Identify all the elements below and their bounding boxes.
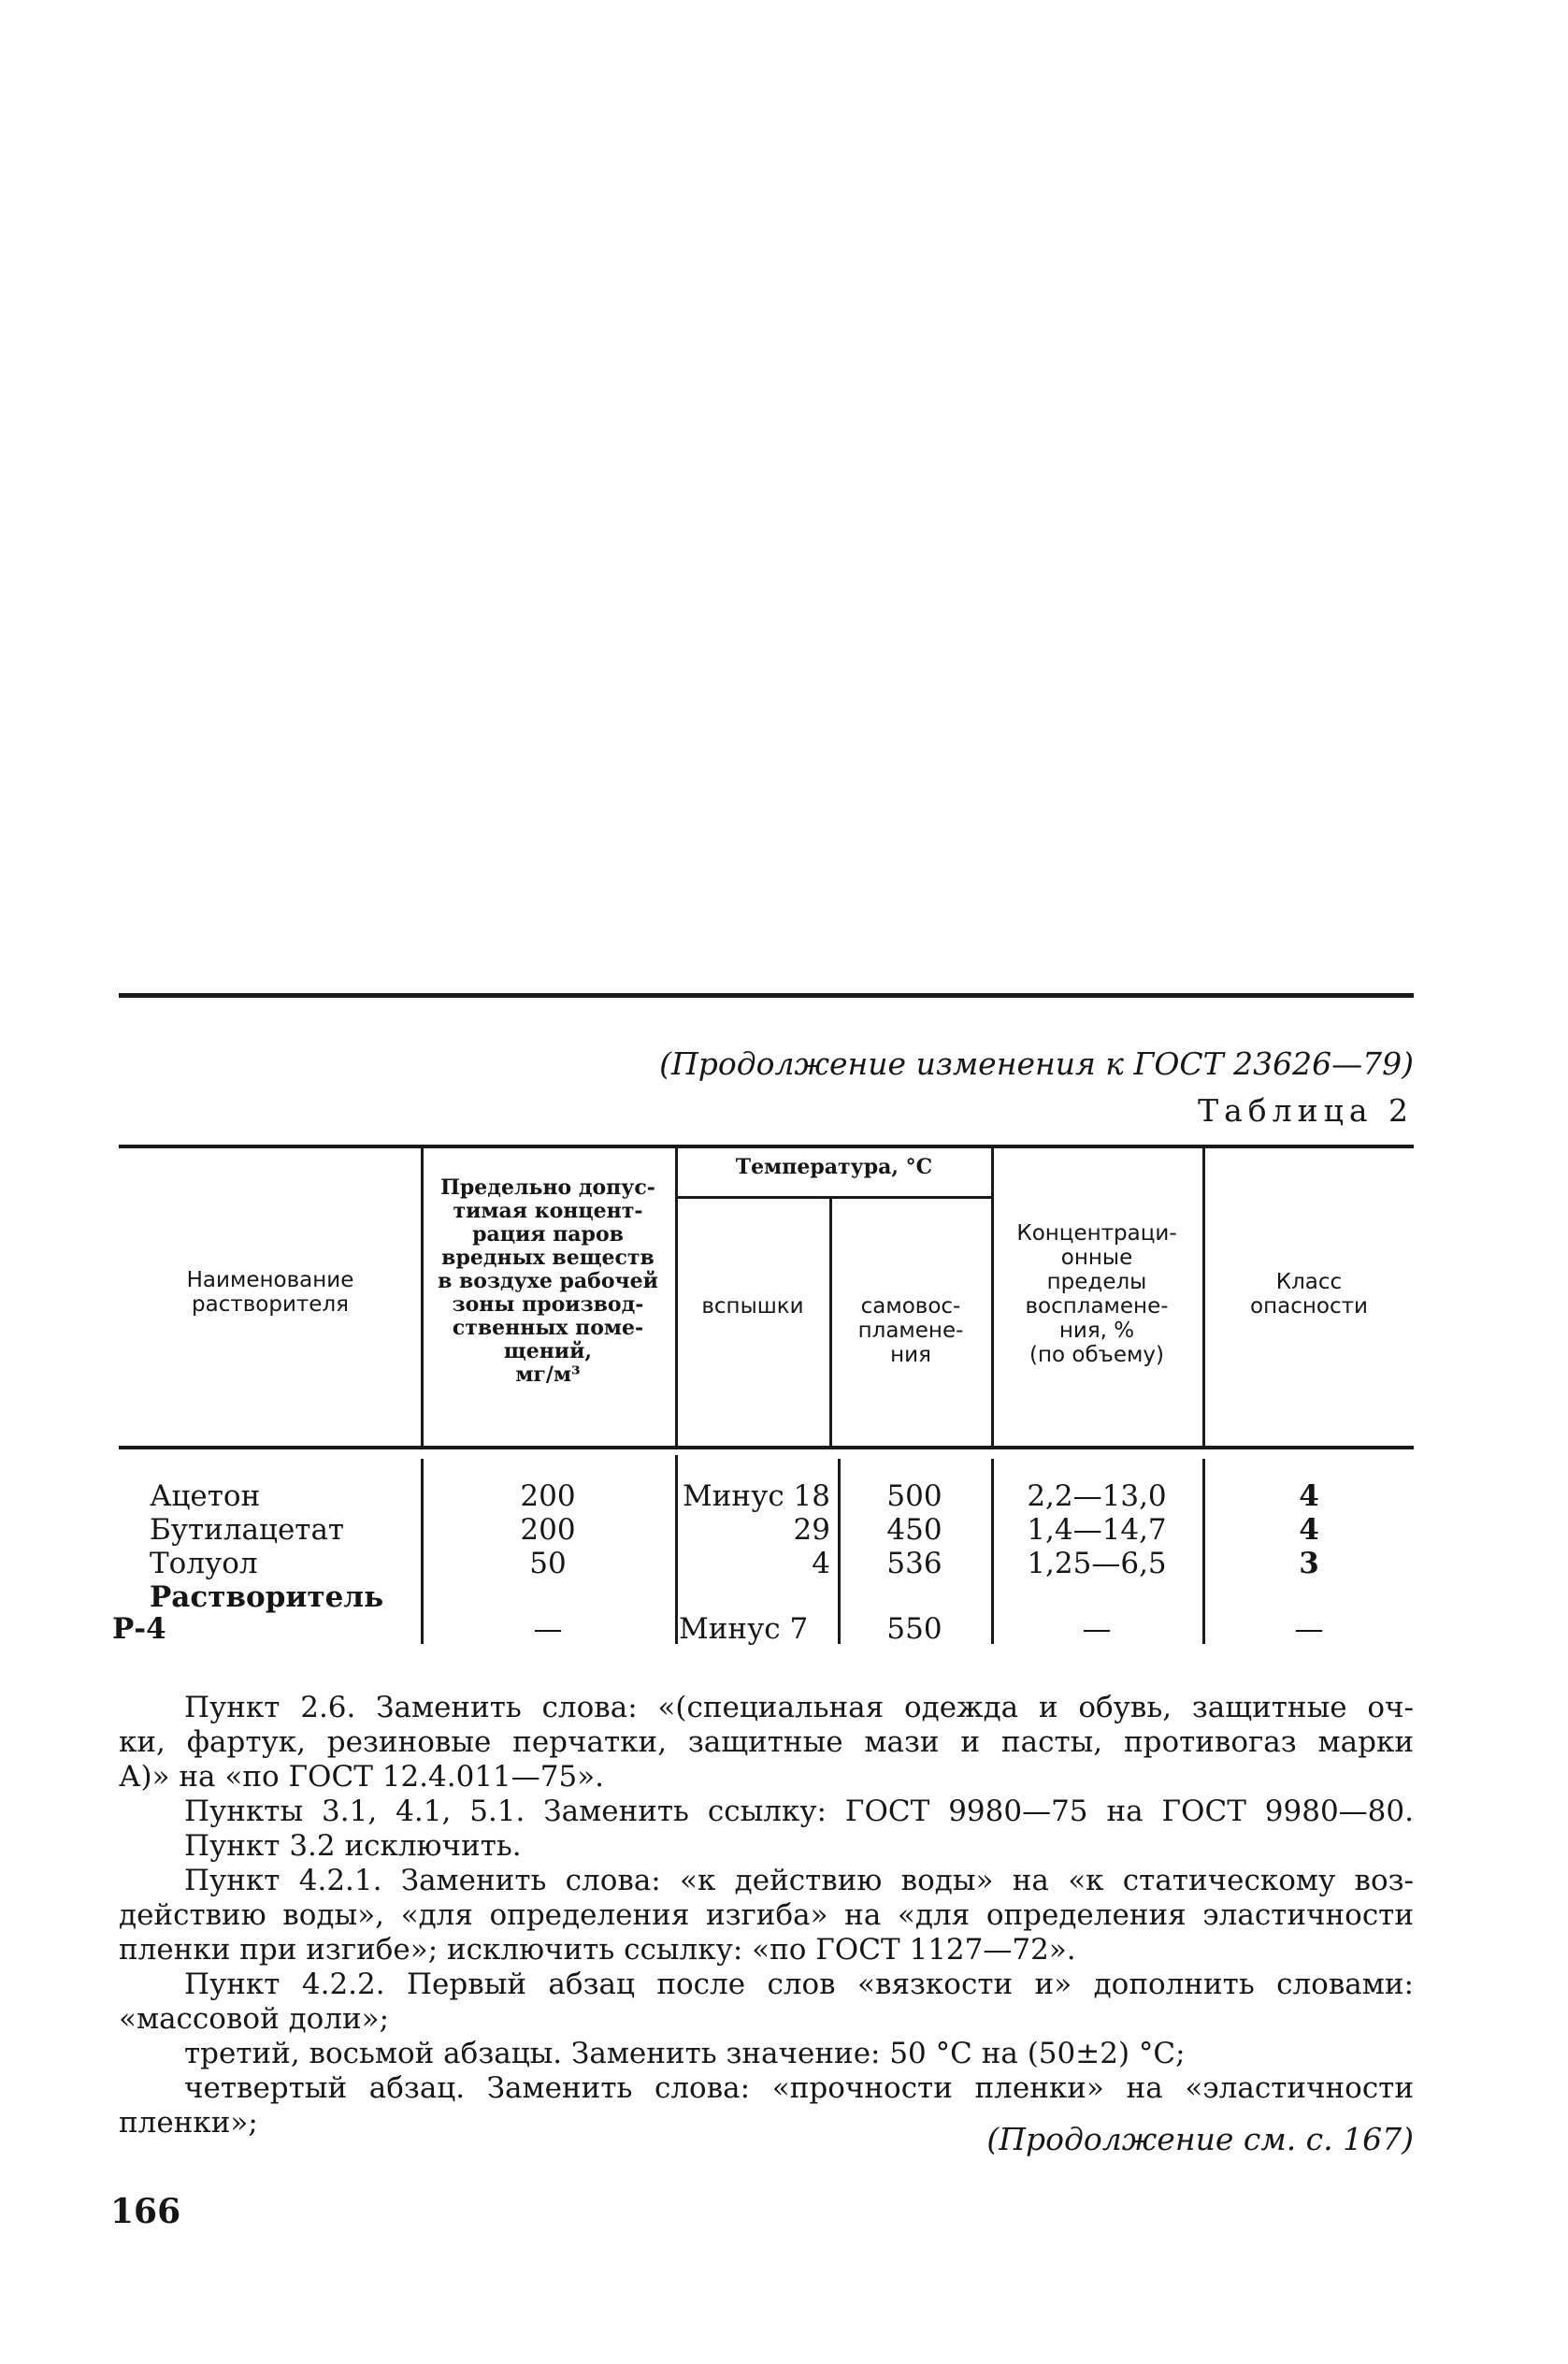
header-mac: Предельно допус- тимая концент- рация паров вредных веществ в воздухе рабочей зоны производ- ственных поме- щений, мг/м³ xyxy=(438,1175,658,1387)
text-line: Пункт 3.2 исключить. xyxy=(184,1829,522,1863)
top-rule xyxy=(119,993,1414,998)
table-header-rule xyxy=(119,1446,1414,1449)
col-divider-2-body xyxy=(675,1455,678,1644)
cell-flash: 29 xyxy=(793,1513,830,1547)
header-temperature: Температура, °С xyxy=(735,1155,933,1179)
header-hazard: Класс опасности xyxy=(1250,1270,1368,1319)
cell-hazard: 4 xyxy=(1299,1513,1319,1547)
cell-autoignition: 500 xyxy=(886,1479,942,1513)
text-line: Пункты 3.1, 4.1, 5.1. Заменить ссылку: ГОСТ 9980—75 на ГОСТ 9980—80. xyxy=(184,1795,1414,1828)
cell-limits: 2,2—13,0 xyxy=(1027,1479,1167,1513)
text-line: Пункт 4.2.1. Заменить слова: «к действию воды» на «к статическому воз- xyxy=(184,1864,1414,1897)
header-name: Наименование растворителя xyxy=(186,1268,354,1317)
cell-flash: Минус 7 xyxy=(679,1612,809,1646)
cell-limits: 1,4—14,7 xyxy=(1027,1513,1167,1547)
text-line: «массовой доли»; xyxy=(119,2002,390,2036)
text-line: Пункт 2.6. Заменить слова: «(специальная одежда и обувь, защитные оч- xyxy=(184,1691,1414,1724)
cell-hazard: — xyxy=(1294,1612,1324,1646)
header-flash: вспышки xyxy=(701,1294,804,1319)
amendment-text xyxy=(119,1691,1414,2141)
cell-name: Растворитель xyxy=(150,1580,384,1614)
continuation-footer: (Продолжение см. с. 167) xyxy=(986,2121,1414,2157)
cell-name-2: Р-4 xyxy=(112,1612,166,1646)
text-line: пленки»; xyxy=(119,2106,258,2140)
cell-limits: 1,25—6,5 xyxy=(1027,1547,1167,1580)
cell-flash: Минус 18 xyxy=(683,1479,830,1513)
text-line: действию воды», «для определения изгиба» на «для определения эластичности xyxy=(119,1898,1414,1932)
cell-autoignition: 536 xyxy=(886,1547,942,1580)
cell-mac: 200 xyxy=(520,1513,576,1547)
text-line: Пункт 4.2.2. Первый абзац после слов «вязкости и» дополнить словами: xyxy=(184,1968,1414,2001)
cell-hazard: 4 xyxy=(1299,1479,1319,1513)
cell-mac: 200 xyxy=(520,1479,576,1513)
cell-name: Ацетон xyxy=(150,1479,261,1513)
text-line: пленки при изгибе»; исключить ссылку: «по ГОСТ 1127—72». xyxy=(119,1933,1076,1967)
page-number: 166 xyxy=(110,2192,181,2231)
table-label: Таблица 2 xyxy=(1198,1092,1414,1129)
header-limits: Концентраци- онные пределы воспламене- ния, % (по объему) xyxy=(1016,1221,1177,1367)
cell-hazard: 3 xyxy=(1299,1547,1319,1580)
table-top-rule xyxy=(119,1145,1414,1148)
cell-autoignition: 450 xyxy=(886,1513,942,1547)
text-line: четвертый абзац. Заменить слова: «прочности пленки» на «эластичности xyxy=(184,2071,1414,2105)
header-autoignition: самовос- пламене- ния xyxy=(857,1294,964,1367)
text-line: ки, фартук, резиновые перчатки, защитные мази и пасты, противогаз марки xyxy=(119,1725,1414,1759)
temperature-subrule xyxy=(675,1196,991,1199)
cell-autoignition: 550 xyxy=(886,1612,942,1646)
cell-name: Толуол xyxy=(150,1547,258,1580)
cell-limits: — xyxy=(1082,1612,1112,1646)
cell-mac: — xyxy=(533,1612,563,1646)
text-line: А)» на «по ГОСТ 12.4.011—75». xyxy=(119,1760,605,1794)
continuation-header: (Продолжение изменения к ГОСТ 23626—79) xyxy=(659,1045,1414,1082)
cell-name: Бутилацетат xyxy=(150,1513,345,1547)
cell-flash: 4 xyxy=(812,1547,830,1580)
cell-mac: 50 xyxy=(529,1547,567,1580)
text-line: третий, восьмой абзацы. Заменить значение: 50 °С на (50±2) °С; xyxy=(184,2037,1186,2070)
